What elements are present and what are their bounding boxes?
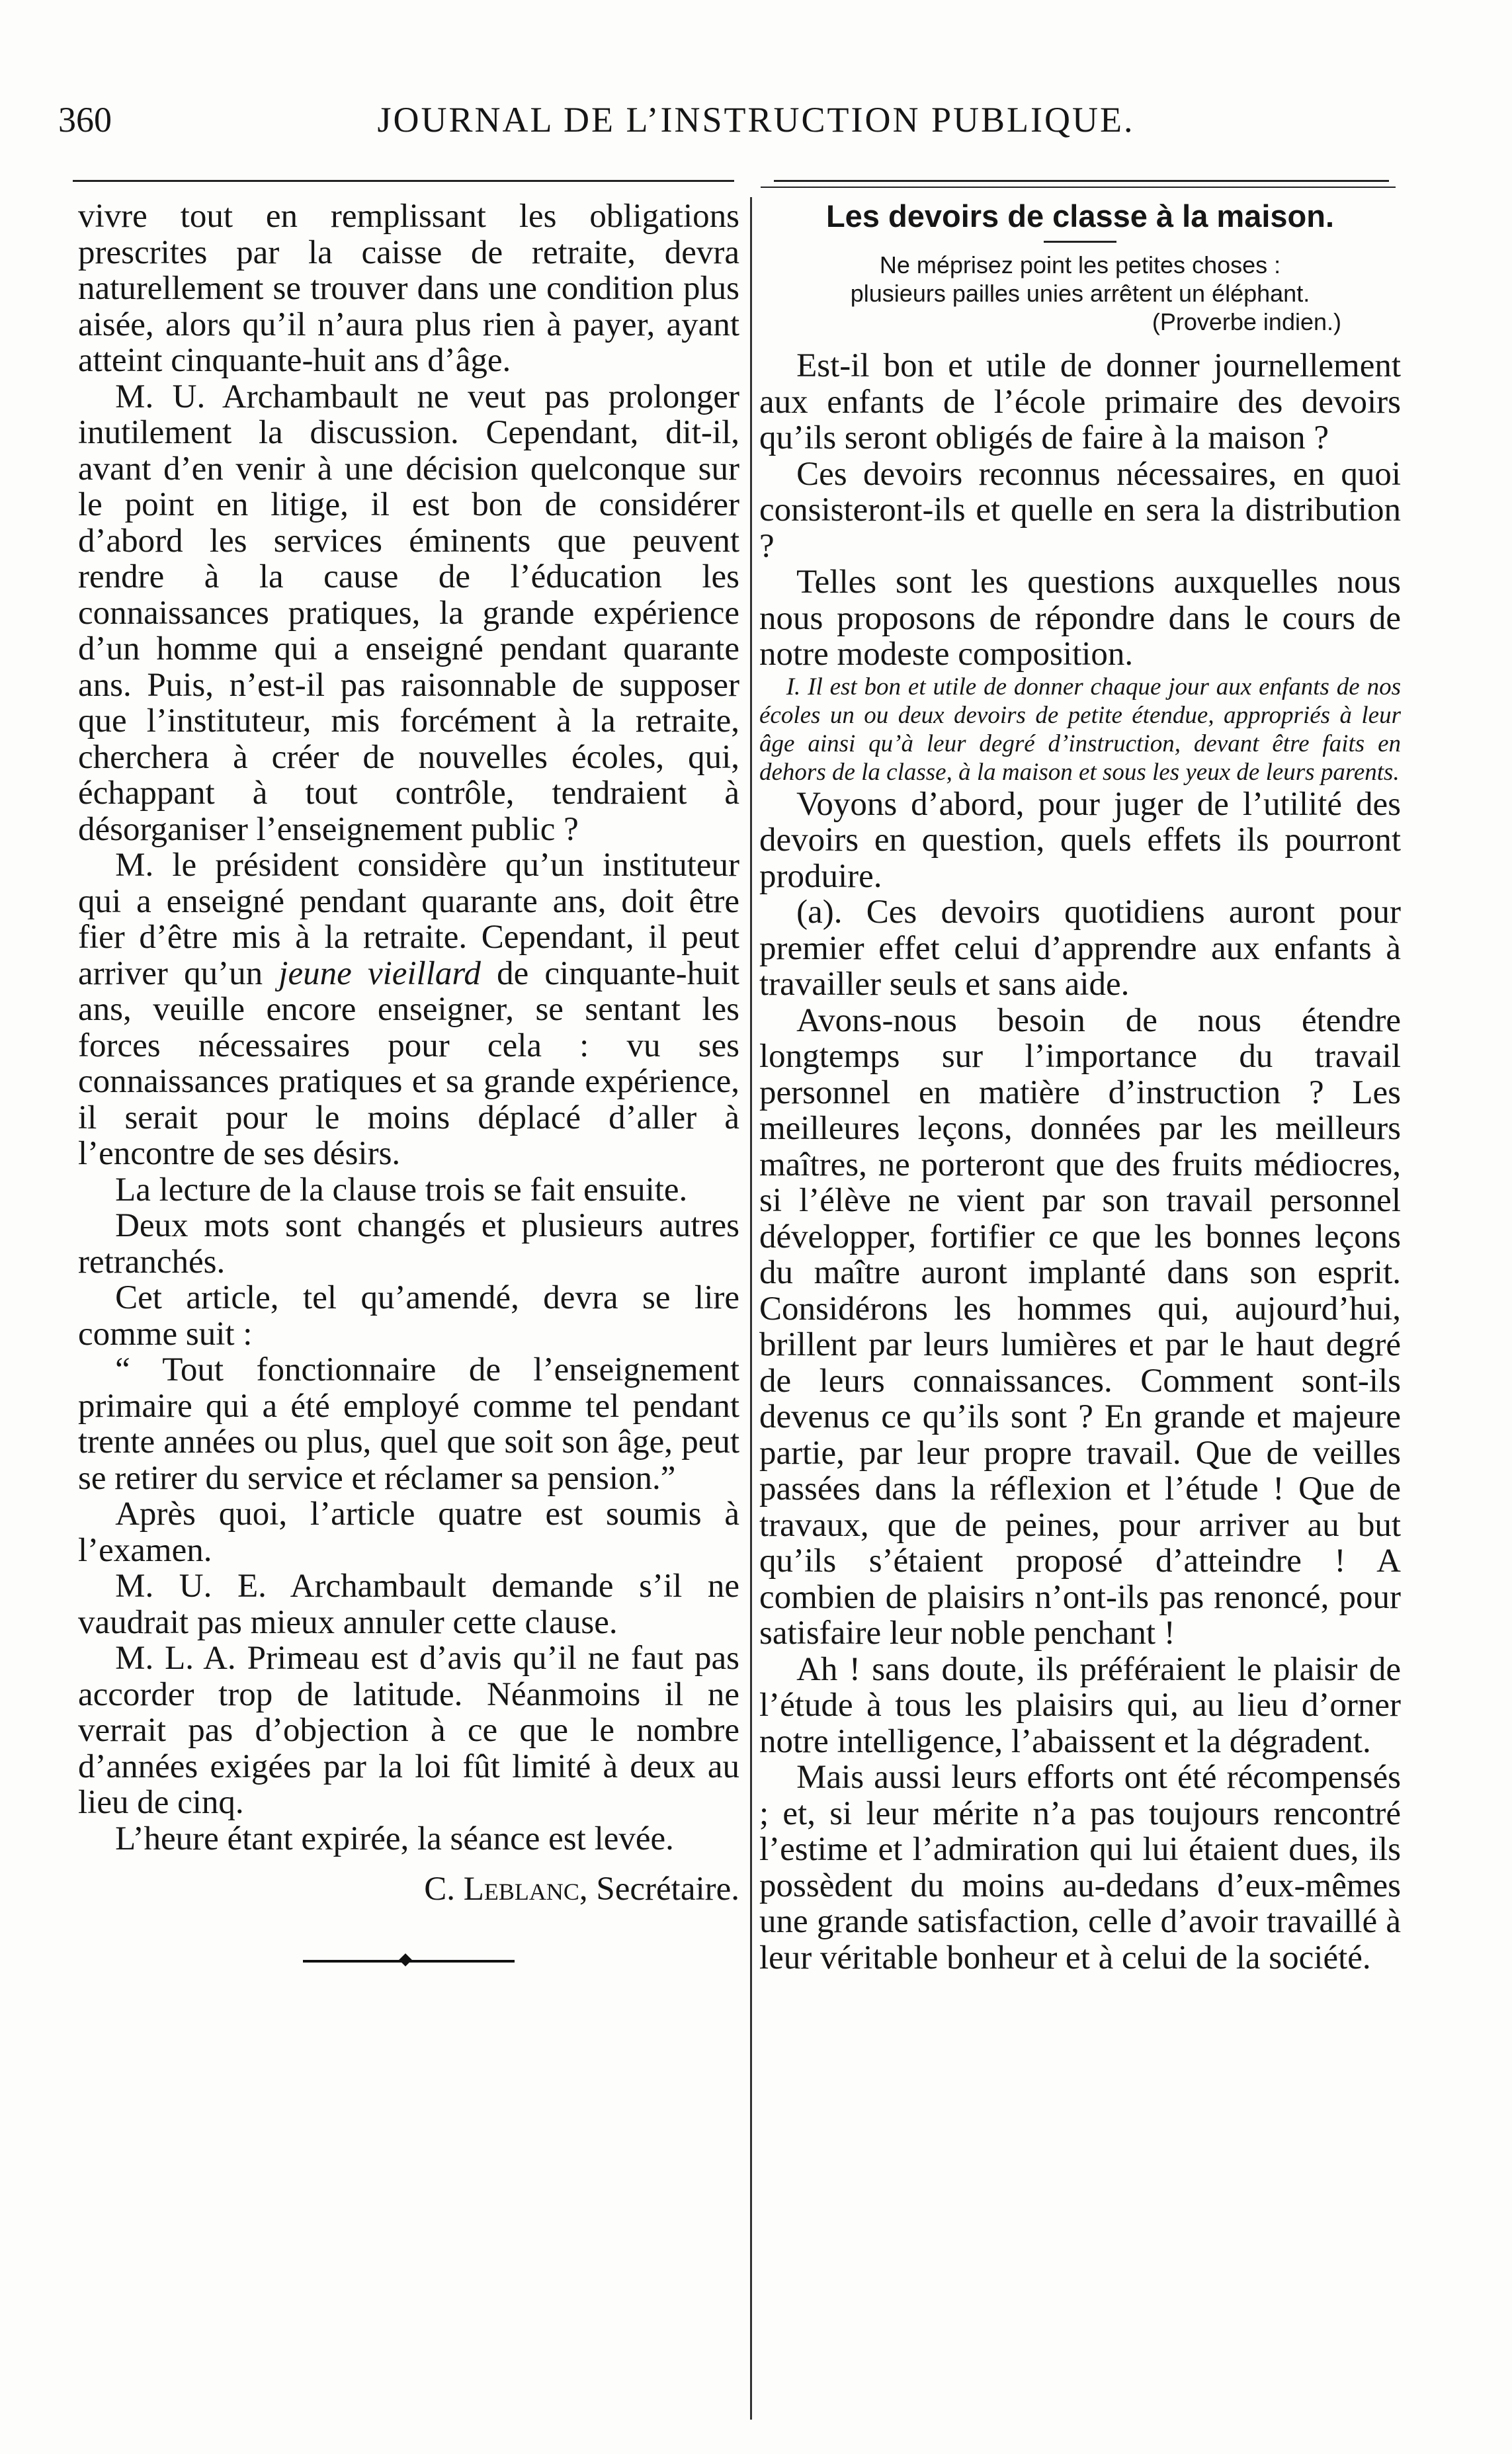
- paragraph: Ah ! sans doute, ils préféraient le plaisir de l’étude à tous les plaisirs qui, au lieu d’orner notre intelligence, l’abaissent et la dégradent.: [759, 1650, 1401, 1760]
- paragraph: Cet article, tel qu’amendé, devra se lire comme suit :: [78, 1279, 739, 1353]
- paragraph: M. U. Archambault ne veut pas prolonger inutilement la discussion. Cependant, dit-il, avant d’en venir à une décision quelconque sur le point en litige, il est bon de considérer d’abord les services éminents que peuvent rendre à la cause de l’éducation les connaissances pratiques, la grande expérience d’un homme qui a enseigné pendant quarante ans. Puis, n’est-il pas raisonnable de supposer que l’instituteur, mis forcément à la retraite, cherchera à créer de nouvelles écoles, qui, échappant à tout contrôle, tendraient à désorganiser l’enseignement public ?: [78, 378, 739, 848]
- paragraph: Voyons d’abord, pour juger de l’utilité des devoirs en question, quels effets ils pourront produire.: [759, 785, 1401, 895]
- ornament-diamond: [399, 1953, 412, 1967]
- paragraph: Telles sont les questions auxquelles nous nous proposons de répondre dans le cours de notre modeste composition.: [759, 564, 1401, 673]
- paragraph: [78, 847, 739, 1172]
- paragraph: vivre tout en remplissant les obligations prescrites par la caisse de retraite, devra naturellement se trouver dans une condition plus aisée, alors qu’il n’aura plus rien à payer, ayant atteint cinquante-huit ans d’âge.: [78, 198, 739, 379]
- right-column: [759, 198, 1401, 1976]
- paragraph: M. L. A. Primeau est d’avis qu’il ne faut pas accorder trop de latitude. Néanmoins il ne verrait pas d’objection à ce que le nombre d’années exigées par la loi fût limité à deux au lieu de cinq.: [78, 1640, 739, 1821]
- paragraph: Avons-nous besoin de nous étendre longtemps sur l’importance du travail personnel en matière d’instruction ? Les meilleures leçons, données par les meilleurs maîtres, ne porteront que des fruits médiocres, si l’élève ne vient par son travail personnel développer, fortifier ce que les bonnes leçons du maître auront implanté dans son esprit. Considérons les hommes qui, aujourd’hui, brillent par leurs lumières et par le haut degré de leurs connaissances. Comment sont-ils devenus ce qu’ils sont ? En grande et majeure partie, par leur propre travail. Que de veilles passées dans la réflexion et l’étude ! Que de travaux, que de peines, pour arriver au but qu’ils s’étaient proposé d’atteindre ! A combien de plaisirs n’ont-ils pas renoncé, pour satisfaire leur noble penchant !: [759, 1001, 1401, 1652]
- paragraph: La lecture de la clause trois se fait ensuite.: [115, 1171, 688, 1208]
- paragraph: Est-il bon et utile de donner journellement aux enfants de l’école primaire des devoirs qu’ils seront obligés de faire à la maison ?: [759, 347, 1401, 456]
- column-divider: [750, 197, 752, 2420]
- quoted-clause: “ Tout fonctionnaire de l’enseignement primaire qui a été employé comme tel pendant trente années ou plus, quel que soit son âge, peut se retirer du service et réclamer sa pension.”: [78, 1351, 739, 1497]
- paragraph: (a). Ces devoirs quotidiens auront pour premier effet celui d’apprendre aux enfants à travailler seuls et sans aide.: [759, 894, 1401, 1003]
- header-rule-right-thin: [761, 187, 1396, 188]
- section-title: Les devoirs de classe à la maison.: [825, 198, 1335, 233]
- page-header: [0, 99, 1512, 159]
- epigraph-line: plusieurs pailles unies arrêtent un éléphant.: [850, 280, 1310, 307]
- title-rule: [1044, 241, 1116, 243]
- header-rule-left: [73, 180, 734, 182]
- header-rule-right: [774, 180, 1389, 182]
- end-ornament: [303, 1954, 515, 1967]
- epigraph-source: (Proverbe indien.): [1152, 308, 1341, 335]
- italic-phrase: jeune vieillard: [278, 954, 481, 992]
- running-title: JOURNAL DE L’INSTRUCTION PUBLIQUE.: [377, 100, 1135, 140]
- paragraph: M. U. E. Archambault demande s’il ne vaudrait pas mieux annuler cette clause.: [78, 1568, 739, 1641]
- section-summary: I. Il est bon et utile de donner chaque jour aux enfants de nos écoles un ou deux devoirs de petite étendue, appropriés à leur âge ainsi qu’à leur degré d’instruction, devant être faits en dehors de la classe, à la maison et sous les yeux de leurs parents.: [759, 673, 1401, 786]
- paragraph: Après quoi, l’article quatre est soumis à l’examen.: [78, 1496, 739, 1569]
- paragraph: Deux mots sont changés et plusieurs autres retranchés.: [78, 1207, 739, 1281]
- left-column: [78, 198, 739, 1967]
- paragraph: Mais aussi leurs efforts ont été récompensés ; et, si leur mérite n’a pas toujours rencontré l’estime et l’admiration qui lui étaient dues, ils possèdent du moins au-dedans d’eux-mêmes une grande satisfaction, celle d’avoir travaillé à leur véritable bonheur et à celui de la société.: [759, 1759, 1401, 1976]
- text-run: de cinquante-huit ans, veuille encore enseigner, se sentant les forces nécessaires pour cela : vu ses connaissances pratiques et sa grande expérience, il serait pour le moins déplacé d’aller à l’encontre de ses désirs.: [78, 954, 739, 1172]
- paragraph: Ces devoirs reconnus nécessaires, en quoi consisteront-ils et quelle en sera la distribution ?: [759, 455, 1401, 565]
- signature: [78, 1871, 739, 1908]
- signature-name: C. Leblanc: [424, 1871, 579, 1908]
- page-number: 360: [58, 100, 112, 140]
- paragraph: L’heure étant expirée, la séance est levée.: [115, 1820, 674, 1857]
- epigraph: [759, 251, 1401, 336]
- text-run: M. le président considère qu’un instituteur qui a enseigné pendant quarante ans, doit être fier d’être mis à la retraite. Cependant, il peut arriver qu’un: [78, 847, 739, 992]
- epigraph-line: Ne méprisez point les petites choses :: [879, 251, 1281, 278]
- signature-role: , Secrétaire.: [579, 1871, 739, 1908]
